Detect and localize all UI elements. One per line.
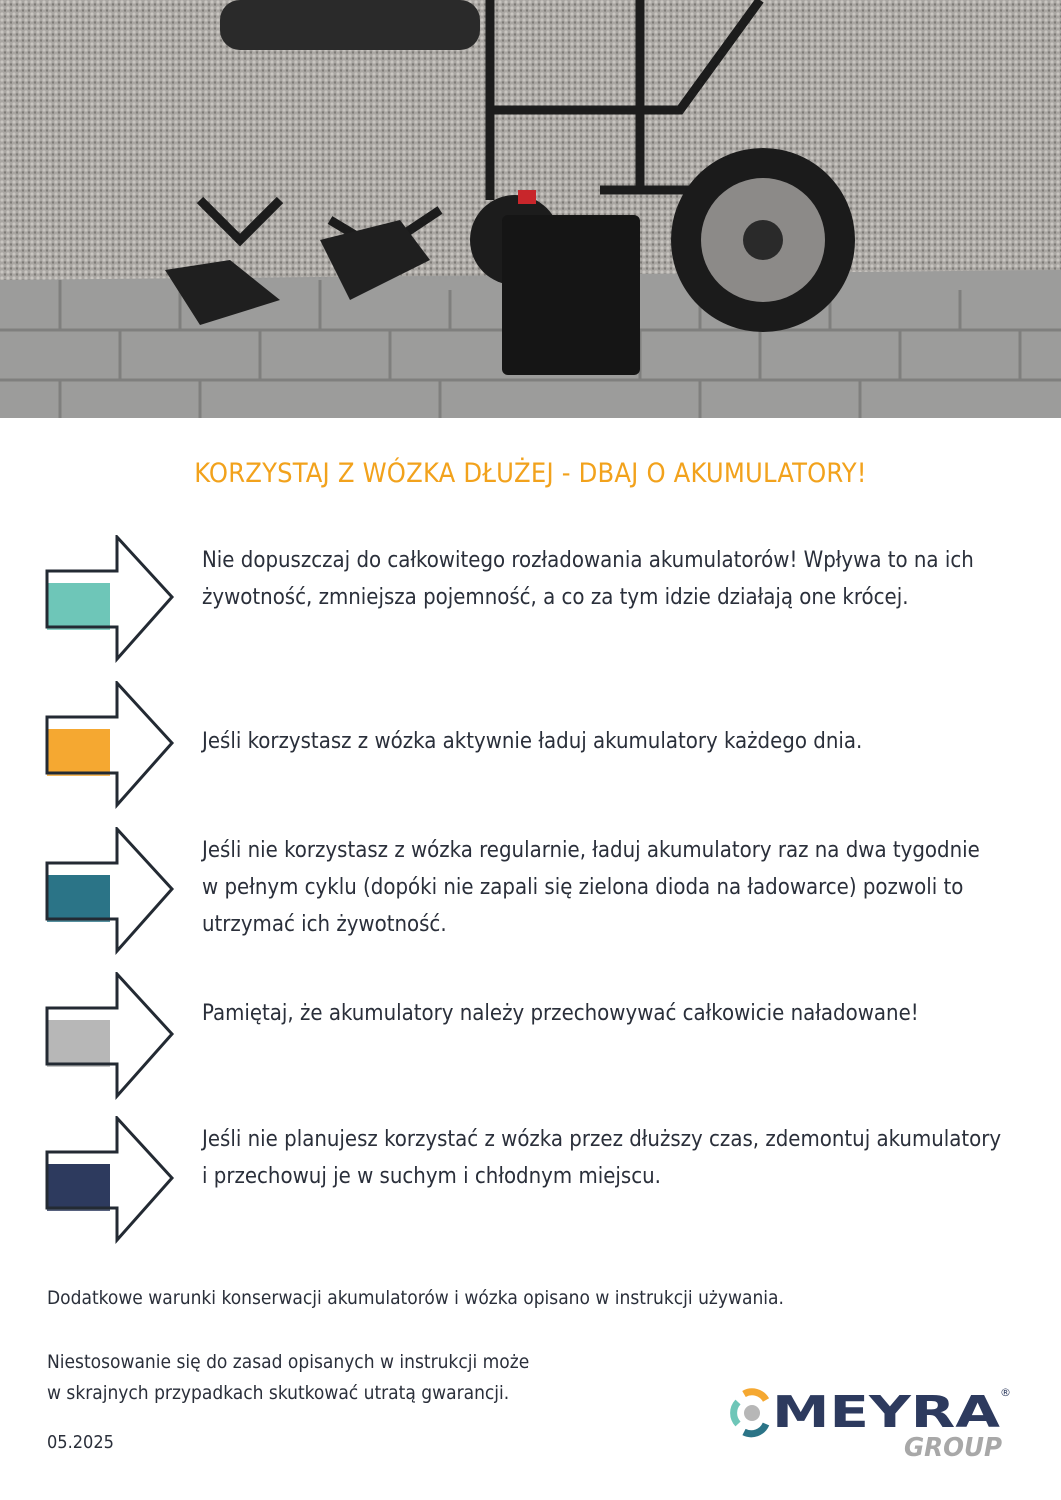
tip-text: Nie dopuszczaj do całkowitego rozładowania akumulatorów! Wpływa to na ich żywotność, zmniejsza pojemność, a co za tym idzie działają one krócej. [202, 548, 974, 610]
hero-photo-wheelchair-battery [0, 0, 1061, 418]
additional-conditions-note: Dodatkowe warunki konserwacji akumulatorów i wózka opisano w instrukcji używania. [47, 1287, 784, 1309]
arrow-icon [44, 681, 179, 809]
arrow-icon [44, 535, 179, 663]
page-title: KORZYSTAJ Z WÓZKA DŁUŻEJ - DBAJ O AKUMULATORY! [194, 458, 867, 489]
tip-text: Jeśli korzystasz z wózka aktywnie ładuj akumulatory każdego dnia. [202, 729, 863, 754]
warranty-note-line1: Niestosowanie się do zasad opisanych w instrukcji może [47, 1351, 530, 1373]
logo-registered: ® [1000, 1386, 1011, 1399]
arrow-icon [44, 1116, 179, 1244]
meyra-group-logo [728, 1382, 1018, 1462]
tip-text: Pamiętaj, że akumulatory należy przechowywać całkowicie naładowane! [202, 1001, 919, 1026]
logo-name: MEYRA [772, 1387, 1000, 1438]
arrow-icon [44, 827, 179, 955]
date: 05.2025 [47, 1432, 114, 1453]
arrow-icon [44, 972, 179, 1100]
meyra-circle-icon [734, 1392, 766, 1434]
tip-text: Jeśli nie korzystasz z wózka regularnie, ładuj akumulatory raz na dwa tygodnie w pełnym cyklu (dopóki nie zapali się zielona dioda na ładowarce) pozwoli to utrzymać ich żywotność. [202, 838, 980, 937]
logo-sub: GROUP [904, 1433, 1002, 1462]
tip-text: Jeśli nie planujesz korzystać z wózka przez dłuższy czas, zdemontuj akumulatory i przechowuj je w suchym i chłodnym miejscu. [202, 1127, 1002, 1189]
warranty-note-line2: w skrajnych przypadkach skutkować utratą gwarancji. [47, 1382, 510, 1404]
